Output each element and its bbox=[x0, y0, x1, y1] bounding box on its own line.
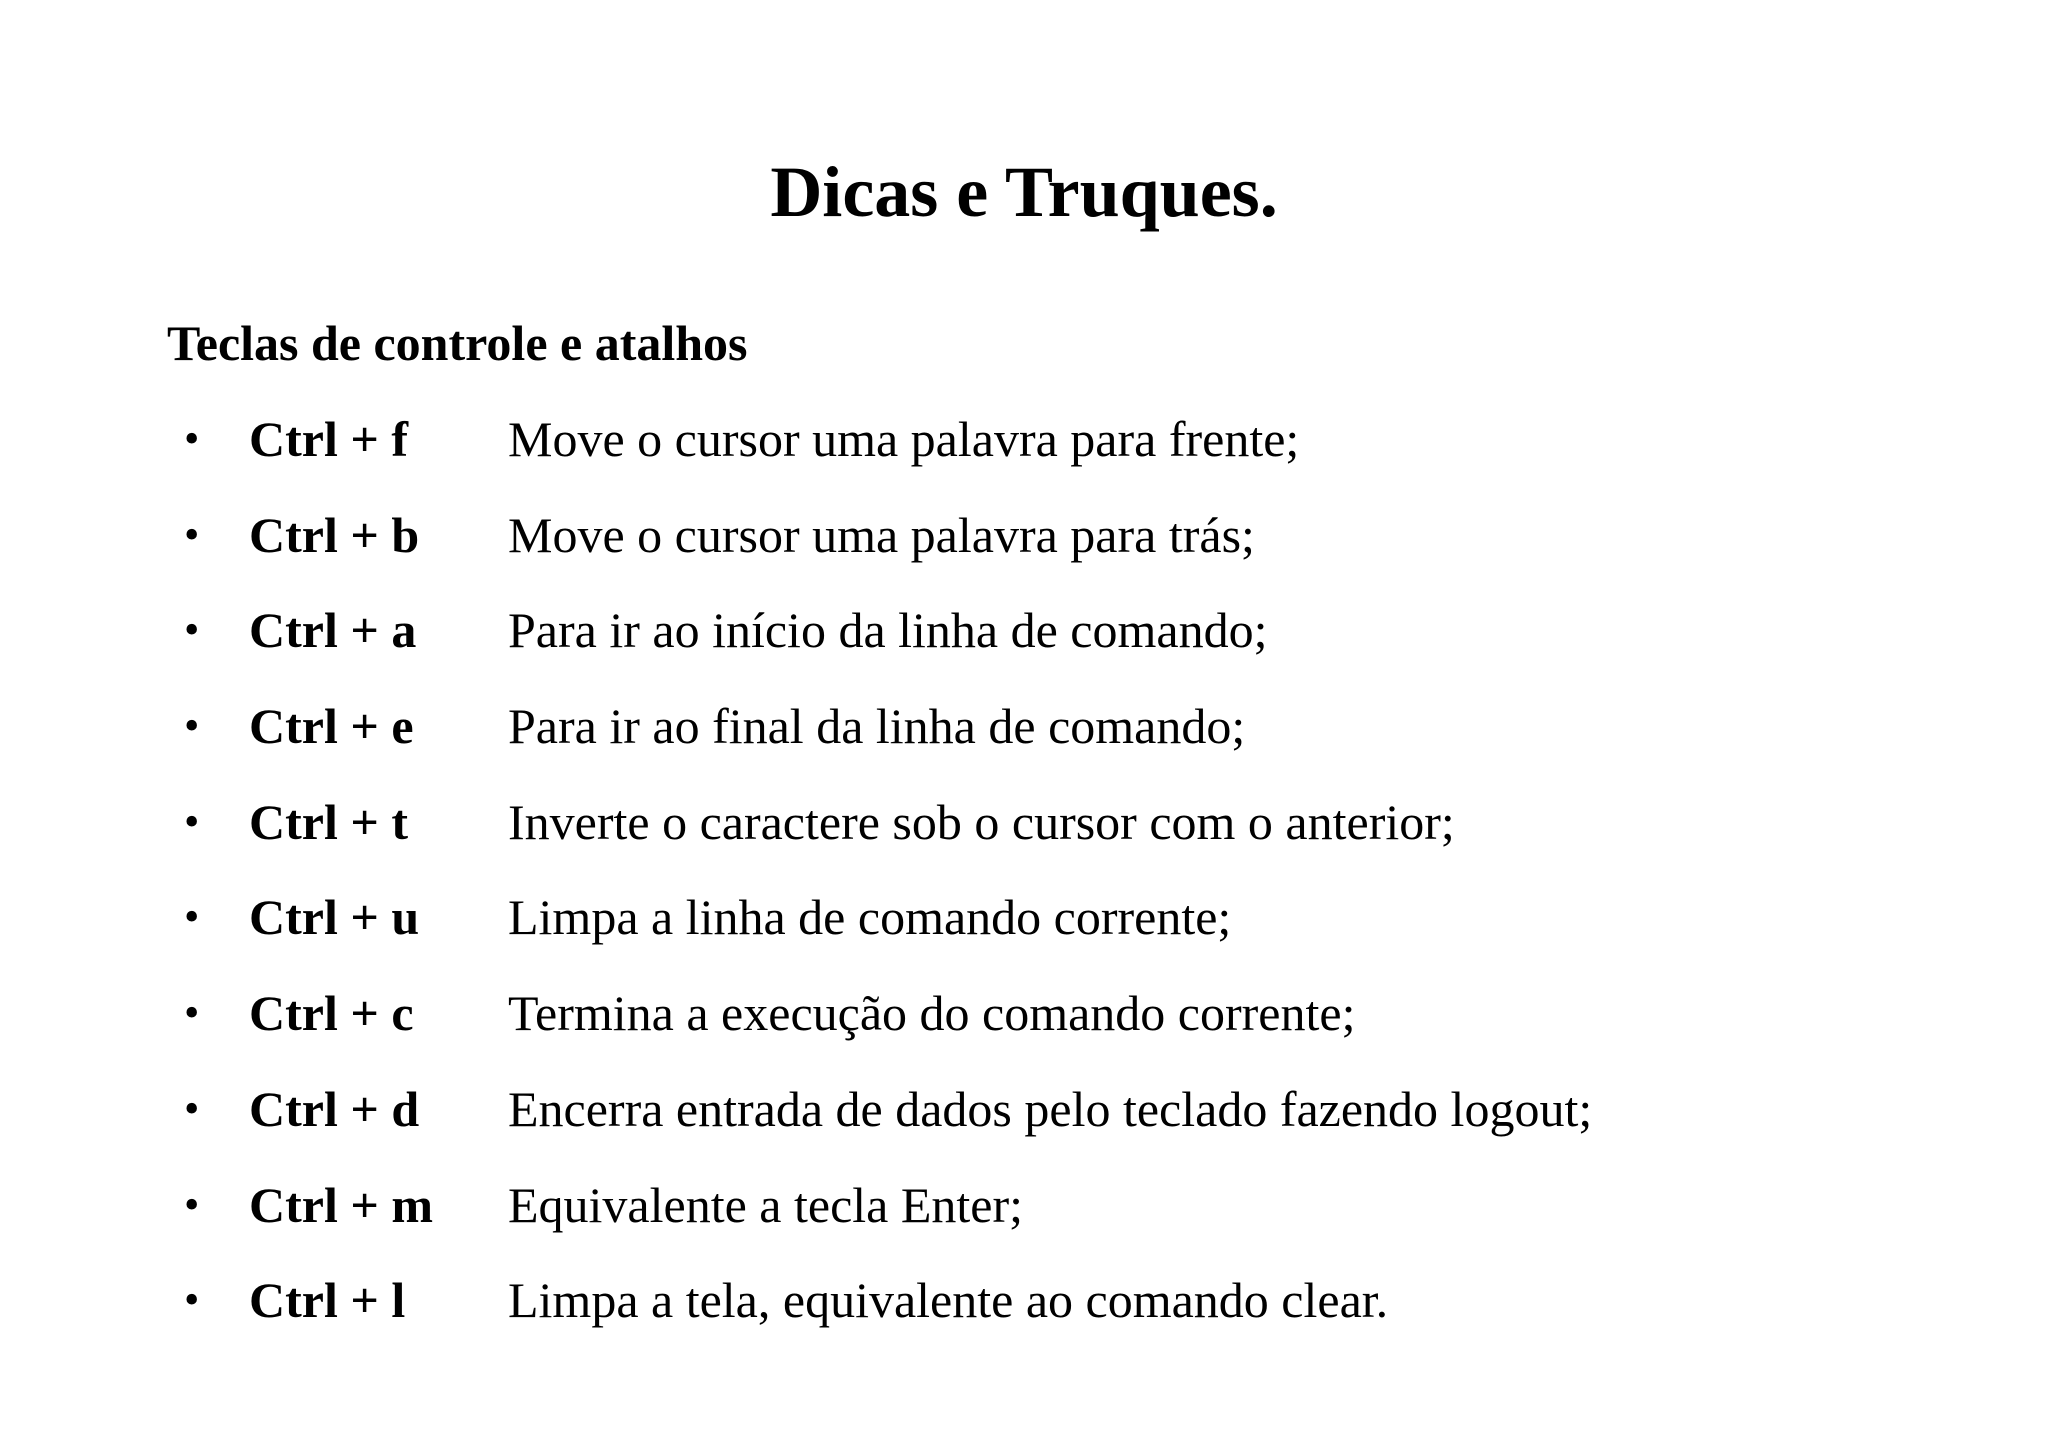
bullet-icon: • bbox=[184, 414, 200, 463]
shortcut-key: Ctrl + f bbox=[249, 411, 408, 467]
shortcut-description: Move o cursor uma palavra para trás; bbox=[508, 506, 1255, 563]
shortcut-item bbox=[0, 886, 2048, 982]
bullet-icon: • bbox=[184, 988, 200, 1038]
shortcut-key: Ctrl + u bbox=[249, 889, 420, 946]
shortcut-description: Para ir ao início da linha de comando; bbox=[508, 602, 1268, 659]
shortcut-item bbox=[0, 408, 2048, 504]
shortcut-description: Move o cursor uma palavra para frente; bbox=[508, 411, 1300, 467]
shortcut-item bbox=[0, 695, 2048, 791]
bullet-icon: • bbox=[184, 701, 200, 751]
shortcut-key: Ctrl + b bbox=[249, 506, 420, 563]
shortcut-list bbox=[0, 408, 2048, 1365]
shortcut-description: Para ir ao final da linha de comando; bbox=[508, 698, 1246, 755]
shortcut-description: Encerra entrada de dados pelo teclado fazendo logout; bbox=[508, 1080, 1593, 1137]
bullet-icon: • bbox=[184, 796, 200, 846]
shortcut-description: Equivalente a tecla Enter; bbox=[508, 1176, 1024, 1233]
shortcut-item bbox=[0, 791, 2048, 887]
bullet-icon: • bbox=[184, 1083, 200, 1133]
bullet-icon: • bbox=[184, 1179, 200, 1229]
shortcut-key: Ctrl + m bbox=[249, 1176, 433, 1233]
shortcut-description: Limpa a tela, equivalente ao comando clear. bbox=[508, 1272, 1389, 1329]
shortcut-item bbox=[0, 599, 2048, 695]
slide-title: Dicas e Truques. bbox=[770, 152, 1278, 232]
bullet-icon: • bbox=[184, 1275, 200, 1325]
shortcut-description: Limpa a linha de comando corrente; bbox=[508, 889, 1232, 946]
shortcut-key: Ctrl + c bbox=[249, 985, 414, 1042]
shortcut-item bbox=[0, 982, 2048, 1078]
bullet-icon: • bbox=[184, 509, 200, 559]
section-heading: Teclas de controle e atalhos bbox=[167, 315, 748, 371]
shortcut-key: Ctrl + t bbox=[249, 793, 408, 850]
bullet-icon: • bbox=[184, 892, 200, 942]
shortcut-item bbox=[0, 1174, 2048, 1270]
shortcut-key: Ctrl + l bbox=[249, 1272, 406, 1329]
shortcut-item bbox=[0, 1078, 2048, 1174]
shortcut-item bbox=[0, 1269, 2048, 1365]
bullet-icon: • bbox=[184, 605, 200, 655]
shortcut-key: Ctrl + d bbox=[249, 1080, 420, 1137]
shortcut-key: Ctrl + e bbox=[249, 698, 414, 755]
shortcut-key: Ctrl + a bbox=[249, 602, 417, 659]
shortcut-description: Termina a execução do comando corrente; bbox=[508, 985, 1356, 1042]
shortcut-item bbox=[0, 504, 2048, 600]
shortcut-description: Inverte o caractere sob o cursor com o anterior; bbox=[508, 793, 1455, 850]
